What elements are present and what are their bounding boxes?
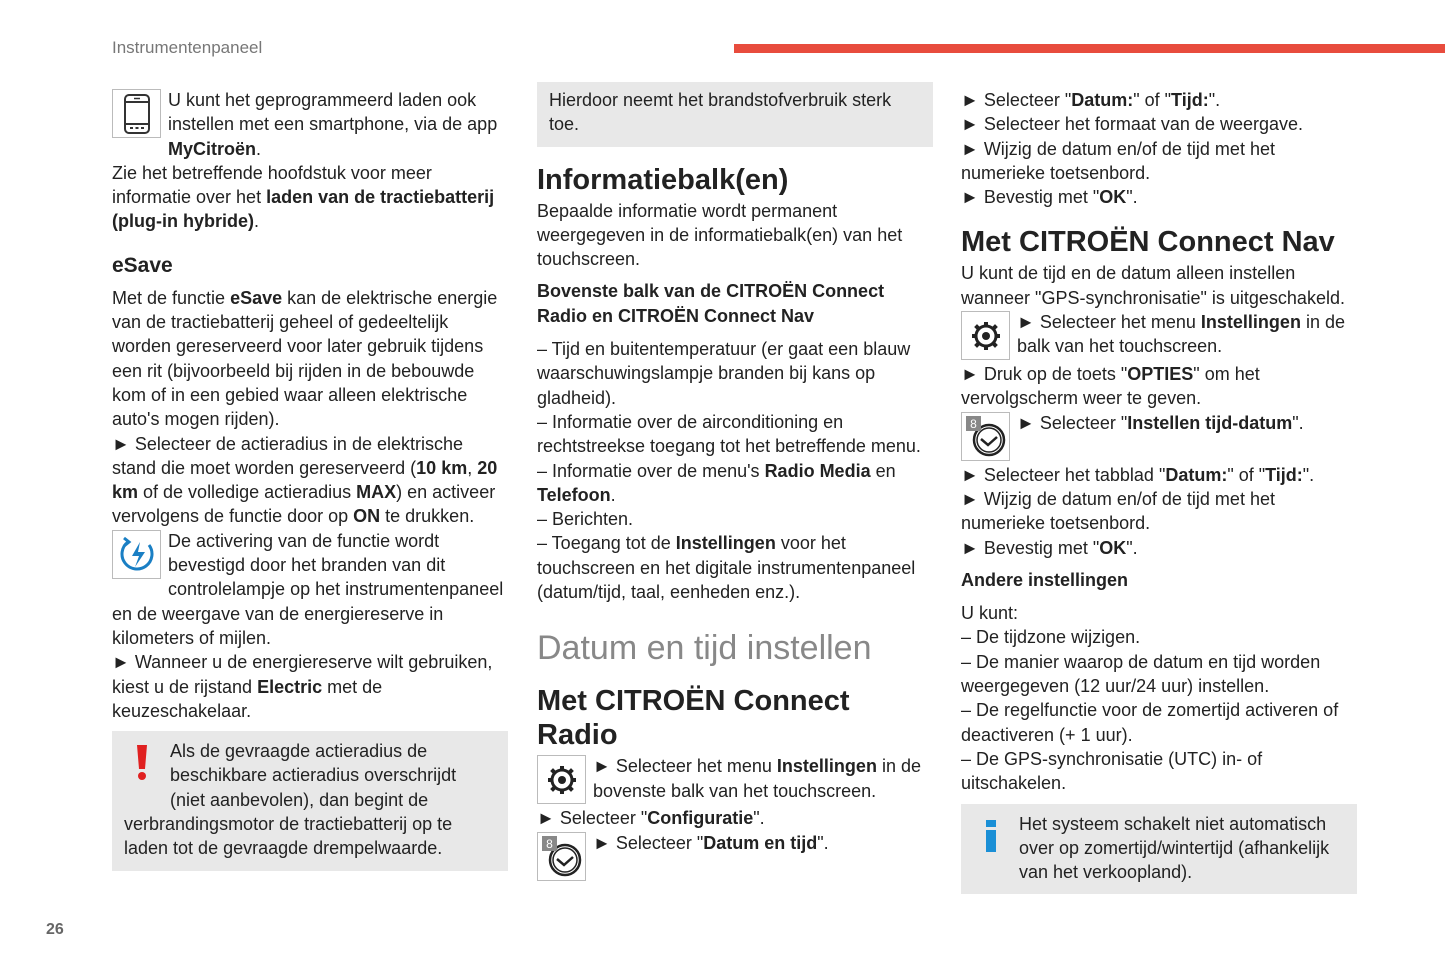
clock-icon (961, 412, 1010, 461)
text-run: in de bovenste balk van het touchscreen. (593, 756, 921, 801)
text-run: De activering van de functie wordt bevestigd door het branden van dit controlelampje op het instrumentenpaneel en de weergave van de energiereserve in kilometers of mijlen. (112, 530, 504, 648)
section-title (537, 628, 933, 668)
text-run: " om het vervolgscherm weer te geven. (961, 364, 1260, 409)
bold-text: Datum: (1071, 90, 1134, 110)
text-run: Datum en tijd instellen (537, 629, 872, 668)
paragraph (112, 432, 508, 529)
bold-text: Instellen tijd-datum (1127, 412, 1293, 433)
paragraph (961, 698, 1357, 747)
bold-text: Telefoon (537, 484, 611, 505)
paragraph (961, 185, 1357, 209)
text-run: ► Selecteer " (537, 808, 648, 829)
text-run: ". (817, 832, 829, 853)
text-run: ► Selecteer " (961, 90, 1072, 110)
text-run: – Informatie over de menu's (537, 460, 765, 481)
header-accent-bar (734, 44, 1445, 53)
paragraph (961, 362, 1357, 411)
text-run: – De GPS-synchronisatie (UTC) in- of uitschakelen. (961, 748, 1263, 794)
text-run: ► Wijzig de datum en/of de tijd met het numerieke toetsenbord. (961, 138, 1275, 183)
text-run: ". (1302, 464, 1315, 485)
bold-text: Instellingen (1200, 312, 1301, 333)
text-run: ) en activeer vervolgens de functie door op (112, 482, 496, 527)
paragraph (537, 410, 933, 459)
text-run: en (870, 460, 896, 481)
text-run: ". (1126, 187, 1138, 208)
section-header: Instrumentenpaneel (112, 38, 263, 57)
paragraph (961, 261, 1357, 310)
text-run: U kunt het geprogrammeerd laden ook instellen met een smartphone, via de app (168, 90, 498, 135)
text-run: eSave (112, 253, 173, 277)
paragraph (961, 112, 1357, 136)
text-run: Zie het betreffende hoofdstuk voor meer informatie over het (112, 162, 432, 208)
text-run: ► Wanneer u de energiereserve wilt gebruiken, kiest u de rijstand (112, 652, 493, 697)
text-run: Bepaalde informatie wordt permanent weergegeven in de informatiebalk(en) van het touchscreen. (537, 200, 903, 270)
note-box (537, 82, 933, 147)
bold-text: OK (1099, 537, 1127, 558)
column-middle (537, 82, 933, 883)
text-run: ► Wijzig de datum en/of de tijd met het numerieke toetsenbord. (961, 488, 1275, 534)
bold-text: Configuratie (647, 808, 754, 829)
bold-text: eSave (230, 287, 283, 308)
text-run: " of " (1227, 464, 1266, 485)
warning-icon (124, 743, 160, 790)
paragraph (961, 310, 1357, 362)
text-run: Het systeem schakelt niet automatisch over op zomertijd/wintertijd (afhankelijk van het verkoopland). (1019, 813, 1330, 883)
text-run: ► Selecteer het menu (593, 756, 777, 777)
paragraph (112, 286, 508, 432)
text-run: of de volledige actieradius (138, 482, 357, 503)
text-run: ► Bevestig met " (961, 537, 1100, 558)
paragraph (961, 625, 1357, 649)
text-run: in de balk van het touchscreen. (1017, 312, 1345, 357)
text-run: ► Selecteer het menu (1017, 312, 1201, 333)
bold-text: OPTIES (1127, 364, 1194, 385)
column-right (961, 88, 1357, 894)
text-run: voor het touchscreen en het digitale instrumentenpaneel (datum/tijd, taal, eenheden enz.). (537, 533, 916, 603)
text-run: U kunt de tijd en de datum alleen instellen wanneer "GPS-synchronisatie" is uitgeschakeld. (961, 263, 1345, 308)
svg-text:8: 8 (969, 417, 977, 432)
text-run: Met de functie (112, 287, 231, 308)
text-run: ". (1292, 412, 1304, 433)
text-run: kan de elektrische energie van de tractiebatterij geheel of gedeeltelijk worden gereserveerd voor later gebruik tijdens een rit (bijvoorbeeld bij rijden in de bebouwde kom of in een gebied waar alleen elektrische auto's mogen rijden). (112, 287, 498, 430)
text-run: – De manier waarop de datum en tijd worden weergegeven (12 uur/24 uur) instellen. (961, 651, 1321, 697)
text-run: ► Selecteer " (1017, 412, 1128, 433)
paragraph (961, 747, 1357, 796)
text-run: Bovenste balk van de CITROËN Connect Radio en CITROËN Connect Nav (537, 281, 885, 326)
heading (961, 225, 1357, 259)
text-run: ► Selecteer " (593, 832, 704, 853)
paragraph (537, 754, 933, 806)
text-run: – Toegang tot de (537, 533, 676, 554)
subheading (112, 252, 508, 280)
text-run: – Berichten. (537, 509, 634, 530)
bold-text: MyCitroën (168, 138, 257, 159)
paragraph (112, 161, 508, 234)
paragraph (537, 459, 933, 508)
text-run: Informatiebalk(en) (537, 163, 789, 196)
paragraph (961, 411, 1357, 463)
paragraph (537, 806, 933, 830)
text-run: Met CITROËN Connect Radio (537, 685, 850, 752)
text-run: . (253, 211, 259, 232)
clock-icon (537, 832, 586, 881)
bold-text: Electric (257, 676, 323, 697)
paragraph (961, 463, 1357, 487)
bold-text: Instellingen (776, 756, 877, 777)
text-run: Als de gevraagde actieradius de beschikbare actieradius overschrijdt (niet aanbevolen), dan begint de verbrandingsmotor de tractiebatterij op te laden tot de gevraagde drempelwaarde. (124, 741, 457, 859)
text-run: ► Druk op de toets " (961, 364, 1128, 385)
text-run: ► Selecteer het formaat van de weergave. (961, 114, 1303, 135)
bold-text: Instellingen (675, 533, 776, 554)
settings-gear-icon (961, 311, 1010, 360)
bold-text: 20 km (112, 457, 498, 503)
column-left (112, 88, 508, 871)
text-run: – Informatie over de airconditioning en rechtstreekse toegang tot het betreffende menu. (537, 411, 921, 457)
paragraph (112, 650, 508, 723)
text-run: . (610, 484, 616, 505)
bold-text: Tijd: (1265, 464, 1303, 485)
bold-text: ON (353, 506, 381, 527)
text-run: ► Selecteer het tabblad " (961, 464, 1166, 485)
paragraph (961, 88, 1357, 112)
text-run: ". (753, 808, 765, 829)
text-run: – Tijd en buitentemperatuur (er gaat een blauw waarschuwingslampje branden bij kans op gladheid). (537, 339, 911, 408)
text-run: , (467, 457, 478, 478)
bold-text: Datum: (1165, 464, 1228, 485)
paragraph (537, 199, 933, 272)
text-run: Andere instellingen (961, 569, 1129, 590)
paragraph (537, 337, 933, 410)
paragraph (112, 88, 508, 161)
paragraph (537, 531, 933, 604)
info-icon (973, 816, 1009, 863)
heading (537, 163, 933, 197)
page-number: 26 (46, 921, 64, 938)
text-run: met de keuzeschakelaar. (112, 676, 383, 721)
text-run: U kunt: (961, 603, 1019, 624)
text-run: . (256, 138, 262, 159)
text-run: ► Selecteer de actieradius in de elektrische stand die moet worden gereserveerd ( (112, 433, 463, 478)
subheading-bold (961, 568, 1357, 592)
smartphone-icon (112, 89, 161, 138)
bold-text: Datum en tijd (703, 832, 818, 853)
paragraph (112, 529, 508, 650)
paragraph (961, 137, 1357, 186)
bold-text: OK (1099, 187, 1127, 208)
text-run: " of " (1133, 90, 1172, 110)
paragraph (961, 650, 1357, 699)
paragraph (961, 487, 1357, 536)
bold-text: Tijd: (1171, 90, 1209, 110)
paragraph (537, 507, 933, 531)
warning-note (112, 731, 508, 870)
settings-gear-icon (537, 755, 586, 804)
text-run: Met CITROËN Connect Nav (961, 226, 1335, 259)
text-run: ► Bevestig met " (961, 187, 1100, 208)
heading (537, 684, 933, 752)
text-run: te drukken. (380, 506, 475, 527)
info-note (961, 804, 1357, 895)
bold-text: 10 km (416, 457, 468, 478)
bold-text: laden van de tractiebatterij (plug-in hybride) (112, 187, 495, 232)
text-run: Hierdoor neemt het brandstofverbruik sterk toe. (549, 90, 892, 135)
paragraph (961, 536, 1357, 560)
bold-text: Radio Media (764, 460, 871, 481)
paragraph (961, 601, 1357, 625)
subheading-bold (537, 279, 933, 328)
svg-text:8: 8 (545, 837, 553, 852)
text-run: ". (1208, 90, 1221, 110)
text-run: ". (1126, 537, 1138, 558)
bold-text: MAX (356, 482, 397, 503)
text-run: – De tijdzone wijzigen. (961, 627, 1141, 648)
paragraph (537, 831, 933, 883)
text-run: – De regelfunctie voor de zomertijd activeren of deactiveren (+ 1 uur). (961, 700, 1339, 745)
esave-icon (112, 530, 161, 579)
